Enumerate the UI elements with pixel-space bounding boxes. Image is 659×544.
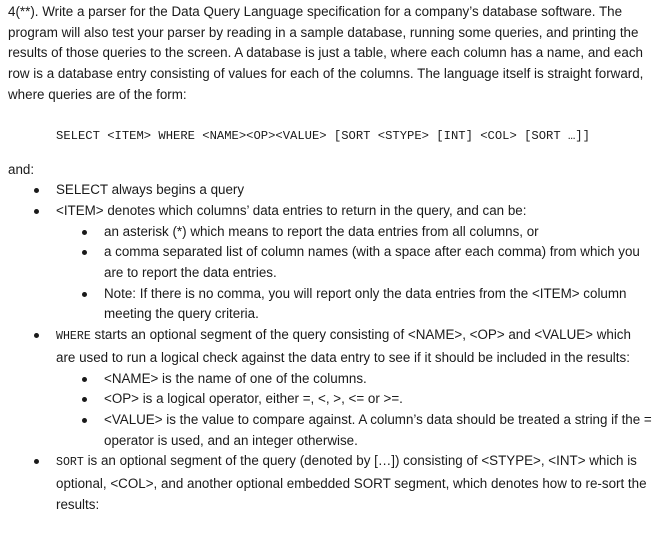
bullet-select-text: always begins a query	[107, 182, 245, 198]
bullet-where-text: starts an optional segment of the query consisting of <NAME>, <OP> and <VALUE> which are used to run a logical check against the data entry to see if it should be included in the results:	[56, 327, 631, 365]
item-sub-note: Note: If there is no comma, you will report only the data entries from the <ITEM> column meeting the query criteria.	[56, 284, 653, 325]
where-sub-op: <OP> is a logical operator, either =, <, >, <= or >=.	[56, 389, 653, 410]
where-sublist	[56, 369, 653, 452]
bullet-sort	[8, 451, 653, 515]
and-label: and:	[8, 161, 35, 177]
bullet-item	[8, 201, 653, 325]
keyword-select: SELECT	[56, 182, 108, 198]
where-sub-value: <VALUE> is the value to compare against. A column’s data should be treated a string if the = operator is used, and an integer otherwise.	[56, 410, 653, 451]
item-sub-comma-list: a comma separated list of column names (with a space after each comma) from which you are to report the data entries.	[56, 242, 653, 283]
query-form-code: SELECT <ITEM> WHERE <NAME><OP><VALUE> [SORT <STYPE> [INT] <COL> [SORT …]]	[56, 128, 590, 143]
where-sub-name: <NAME> is the name of one of the columns.	[56, 369, 653, 390]
bullet-where	[8, 325, 653, 451]
bullet-sort-text: is an optional segment of the query (denoted by […]) consisting of <STYPE>, <INT> which is optional, <COL>, and another optional embedded SORT segment, which denotes how to re-sort the results:	[56, 453, 647, 512]
item-sublist	[56, 222, 653, 326]
document-body	[8, 2, 653, 515]
bullet-select	[8, 180, 653, 201]
keyword-list	[8, 180, 653, 515]
intro-paragraph: 4(**). Write a parser for the Data Query Language specification for a company’s database software. The program will also test your parser by reading in a sample database, running some queries, and printing the results of those queries to the screen. A database is just a table, where each column has a name, and each row is a database entry consisting of values for each of the columns. The language itself is straight forward, where queries are of the form:	[8, 4, 644, 102]
keyword-where: WHERE	[56, 330, 91, 344]
bullet-item-text: denotes which columns’ data entries to return in the query, and can be:	[103, 202, 527, 218]
keyword-item: <ITEM>	[56, 202, 104, 218]
keyword-sort: SORT	[56, 456, 84, 470]
item-sub-asterisk: an asterisk (*) which means to report the data entries from all columns, or	[56, 222, 653, 243]
